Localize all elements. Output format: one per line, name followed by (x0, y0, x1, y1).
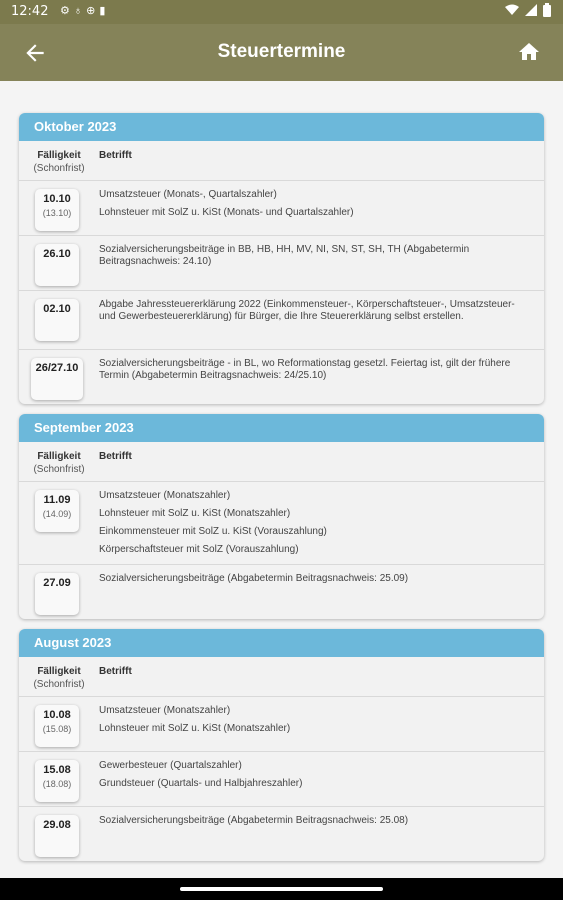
description-line: Lohnsteuer mit SolZ u. KiSt (Monatszahler) (99, 723, 291, 734)
signal-icon (525, 4, 537, 16)
date-badge (35, 189, 79, 231)
status-bar (0, 0, 563, 24)
due-column-label: Fälligkeit (37, 666, 81, 677)
description-line: Grundsteuer (Quartals- und Halbjahreszahler) (99, 778, 303, 789)
month-header: Oktober 2023 (19, 113, 544, 141)
grace-column-label: (Schonfrist) (33, 679, 85, 690)
description-line: Umsatzsteuer (Monats-, Quartalszahler) (99, 189, 277, 200)
description-line: Einkommensteuer mit SolZ u. KiSt (Vorauszahlung) (99, 526, 327, 537)
due-date: 10.10 (43, 193, 71, 205)
tax-date-row[interactable] (19, 482, 544, 565)
grace-column-label: (Schonfrist) (33, 163, 85, 174)
status-right-icons (505, 3, 551, 17)
row-description (99, 815, 534, 853)
settings-icon: ⚙ (60, 5, 74, 17)
grace-date: (15.08) (42, 724, 72, 734)
month-card (19, 414, 544, 619)
description-line: Sozialversicherungsbeiträge (Abgabetermin Beitragsnachweis: 25.09) (99, 573, 409, 584)
row-description (99, 760, 534, 798)
page-title: Steuertermine (217, 41, 346, 62)
tax-date-row[interactable] (19, 697, 544, 752)
description-line: Sozialversicherungsbeiträge - in BL, wo Reformationstag gesetzl. Feiertag ist, gilt der frühere Termin (Abgabetermin Beitragsnachweis: 24/25.10) (99, 358, 511, 381)
date-badge (35, 244, 79, 286)
due-date: 10.08 (43, 709, 71, 721)
date-badge (35, 815, 79, 857)
row-description (99, 705, 534, 743)
row-description (99, 189, 534, 227)
due-date: 11.09 (43, 494, 71, 506)
usb-icon: ♁ (73, 5, 87, 17)
sim-icon: ▮ (99, 5, 110, 17)
app-bar (0, 24, 563, 81)
date-badge (35, 705, 79, 747)
date-badge (35, 573, 79, 615)
concerns-column-label: Betrifft (99, 666, 132, 677)
due-date: 15.08 (43, 764, 71, 776)
due-date: 02.10 (43, 303, 71, 315)
column-header (19, 442, 544, 482)
concerns-column-label: Betrifft (99, 150, 132, 161)
tax-date-row[interactable] (19, 181, 544, 236)
due-column-label: Fälligkeit (37, 451, 81, 462)
description-line: Sozialversicherungsbeiträge in BB, HB, HH, MV, NI, SN, ST, SH, TH (Abgabetermin Beitragsnachweis: 24.10) (99, 244, 470, 267)
status-time: 12:42 (11, 4, 49, 19)
month-header: September 2023 (19, 414, 544, 442)
date-badge (35, 760, 79, 802)
date-badge (35, 490, 79, 532)
tax-date-row[interactable] (19, 752, 544, 807)
description-line: Sozialversicherungsbeiträge (Abgabetermin Beitragsnachweis: 25.08) (99, 815, 409, 826)
tax-dates-list[interactable] (0, 81, 563, 878)
due-date: 29.08 (43, 819, 71, 831)
tax-date-row[interactable] (19, 565, 544, 619)
description-line: Lohnsteuer mit SolZ u. KiSt (Monats- und Quartalszahler) (99, 207, 354, 218)
home-icon[interactable] (517, 40, 541, 64)
date-badge (35, 299, 79, 341)
grace-date: (13.10) (42, 208, 72, 218)
wifi-icon (505, 4, 519, 16)
due-date: 27.09 (43, 577, 71, 589)
battery-icon (543, 3, 551, 17)
description-line: Umsatzsteuer (Monatszahler) (99, 705, 231, 716)
grace-column-label: (Schonfrist) (33, 464, 85, 475)
column-header (19, 141, 544, 181)
description-line: Umsatzsteuer (Monatszahler) (99, 490, 231, 501)
description-line: Gewerbesteuer (Quartalszahler) (99, 760, 242, 771)
month-card (19, 113, 544, 404)
description-line: Lohnsteuer mit SolZ u. KiSt (Monatszahler) (99, 508, 291, 519)
tax-date-row[interactable] (19, 236, 544, 291)
due-column-label: Fälligkeit (37, 150, 81, 161)
system-navigation-bar (0, 878, 563, 900)
tax-date-row[interactable] (19, 291, 544, 350)
month-card (19, 629, 544, 861)
description-line: Abgabe Jahressteuererklärung 2022 (Einkommensteuer-, Körperschaftsteuer-, Umsatzsteuer- und Gewerbesteuererklärung) für Bürger, die Ihre Steuererklärung selbst erstellen. (99, 299, 515, 322)
grace-date: (18.08) (42, 779, 72, 789)
row-description (99, 358, 534, 396)
description-line: Körperschaftsteuer mit SolZ (Vorauszahlung) (99, 544, 299, 555)
home-gesture-handle[interactable] (180, 887, 383, 891)
tax-date-row[interactable] (19, 807, 544, 861)
row-description (99, 573, 534, 611)
tax-date-row[interactable] (19, 350, 544, 404)
row-description (99, 299, 534, 341)
due-date: 26/27.10 (35, 362, 79, 374)
row-description (99, 244, 534, 282)
status-left-icons (60, 4, 109, 17)
vpn-icon: ⊕ (86, 5, 100, 17)
month-header: August 2023 (19, 629, 544, 657)
column-header (19, 657, 544, 697)
due-date: 26.10 (43, 248, 71, 260)
grace-date: (14.09) (42, 509, 72, 519)
date-badge (31, 358, 83, 400)
concerns-column-label: Betrifft (99, 451, 132, 462)
row-description (99, 490, 534, 556)
